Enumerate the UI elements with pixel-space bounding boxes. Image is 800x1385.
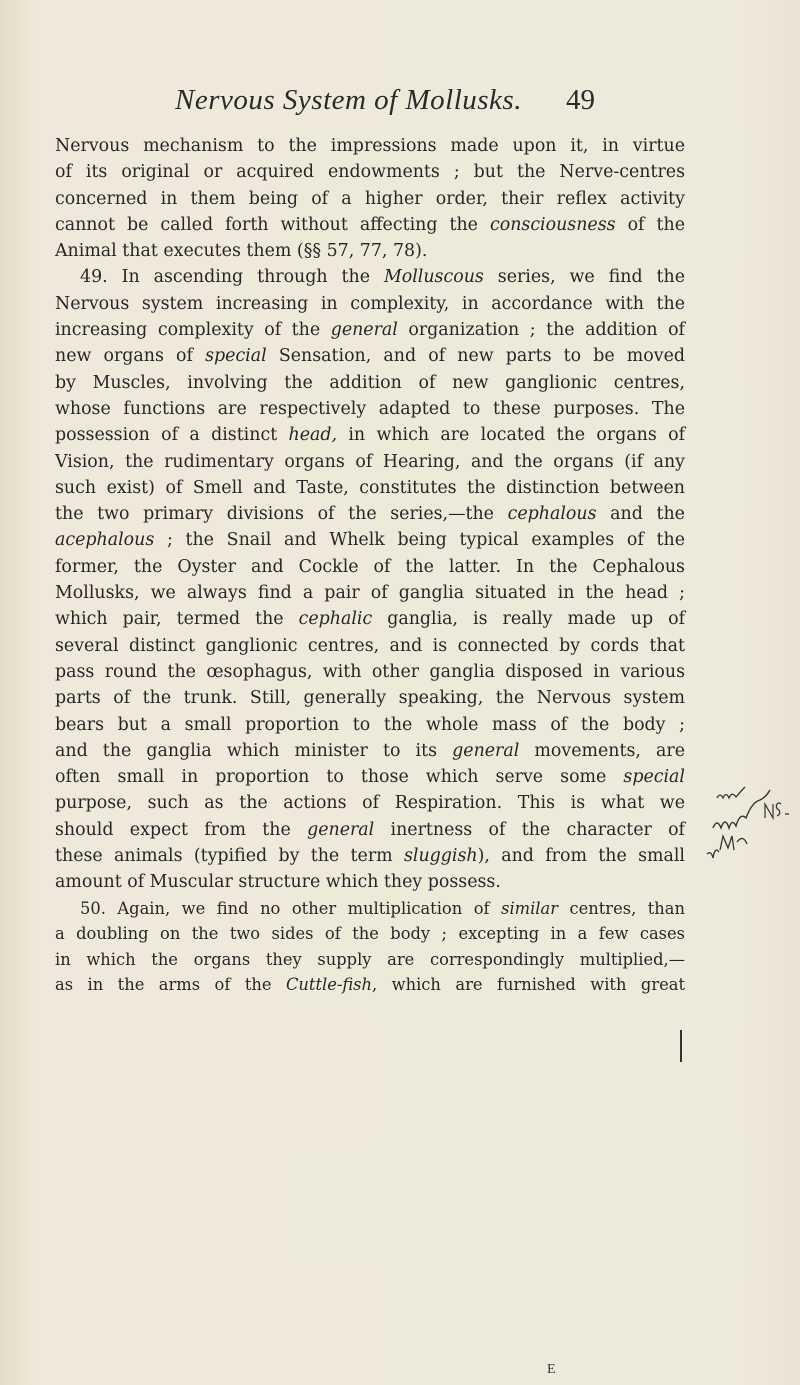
text-line: several distinct ganglionic centres, and is connected by cords that (55, 635, 685, 656)
text-line: acephalous ; the Snail and Whelk being typical examples of the (55, 530, 685, 551)
body-text (55, 133, 685, 998)
text-line: as in the arms of the Cuttle-fish, which are furnished with great (55, 975, 686, 995)
text-line: should expect from the general inertness of the character of (55, 819, 685, 840)
text-line: these animals (typified by the term sluggish), and from the small (55, 846, 685, 867)
text-line: parts of the trunk. Still, generally speaking, the Nervous system (55, 688, 685, 709)
text-line: bears but a small proportion to the whole mass of the body ; (55, 714, 685, 735)
text-line: and the ganglia which minister to its general movements, are (55, 740, 686, 761)
paragraph-2 (55, 264, 685, 895)
text-line: new organs of special Sensation, and of new parts to be moved (55, 346, 685, 367)
text-line: a doubling on the two sides of the body ; excepting in a few cases (55, 924, 685, 944)
text-line: Nervous system increasing in complexity, in accordance with the (55, 293, 685, 314)
text-line: which pair, termed the cephalic ganglia, is really made up of (55, 609, 686, 630)
text-line: amount of Muscular structure which they possess. (55, 872, 501, 893)
text-line: in which the organs they supply are correspondingly multiplied,— (55, 949, 685, 969)
text-line: increasing complexity of the general organization ; the addition of (55, 320, 685, 341)
text-line: pass round the œsophagus, with other ganglia disposed in various (55, 661, 685, 682)
text-line: of its original or acquired endowments ; but the Nerve-centres (55, 162, 685, 183)
text-line: such exist) of Smell and Taste, constitutes the distinction between (55, 477, 685, 498)
running-head (0, 84, 800, 124)
text-line: cannot be called forth without affecting the consciousness of the (55, 214, 685, 235)
text-line: purpose, such as the actions of Respiration. This is what we (55, 793, 685, 814)
handwritten-marginalia (705, 758, 790, 868)
text-line: by Muscles, involving the addition of new ganglionic centres, (55, 372, 685, 393)
text-line: Mollusks, we always find a pair of ganglia situated in the head ; (55, 583, 685, 604)
text-line: possession of a distinct head, in which are located the organs of (55, 425, 686, 446)
margin-bracket (680, 1030, 682, 1062)
text-line: former, the Oyster and Cockle of the latter. In the Cephalous (55, 556, 685, 577)
signature-mark: E (547, 1362, 556, 1377)
text-line: whose functions are respectively adapted to these purposes. The (55, 398, 685, 419)
paragraph-1 (55, 133, 685, 264)
text-line: the two primary divisions of the series,—the cephalous and the (55, 504, 685, 525)
text-line: 49. In ascending through the Molluscous series, we find the (80, 267, 685, 288)
text-line: Nervous mechanism to the impressions made upon it, in virtue (55, 136, 685, 156)
page-number: 49 (566, 84, 595, 116)
paragraph-3 (55, 896, 685, 998)
text-line: Vision, the rudimentary organs of Hearing, and the organs (if any (55, 451, 685, 472)
text-line: 50. Again, we find no other multiplication of similar centres, than (80, 898, 685, 918)
running-title: Nervous System of Mollusks. (175, 84, 522, 116)
text-line: concerned in them being of a higher order, their reflex activity (55, 188, 685, 209)
text-line: Animal that executes them (§§ 57, 77, 78). (55, 241, 428, 262)
text-line: often small in proportion to those which serve some special (55, 767, 685, 788)
